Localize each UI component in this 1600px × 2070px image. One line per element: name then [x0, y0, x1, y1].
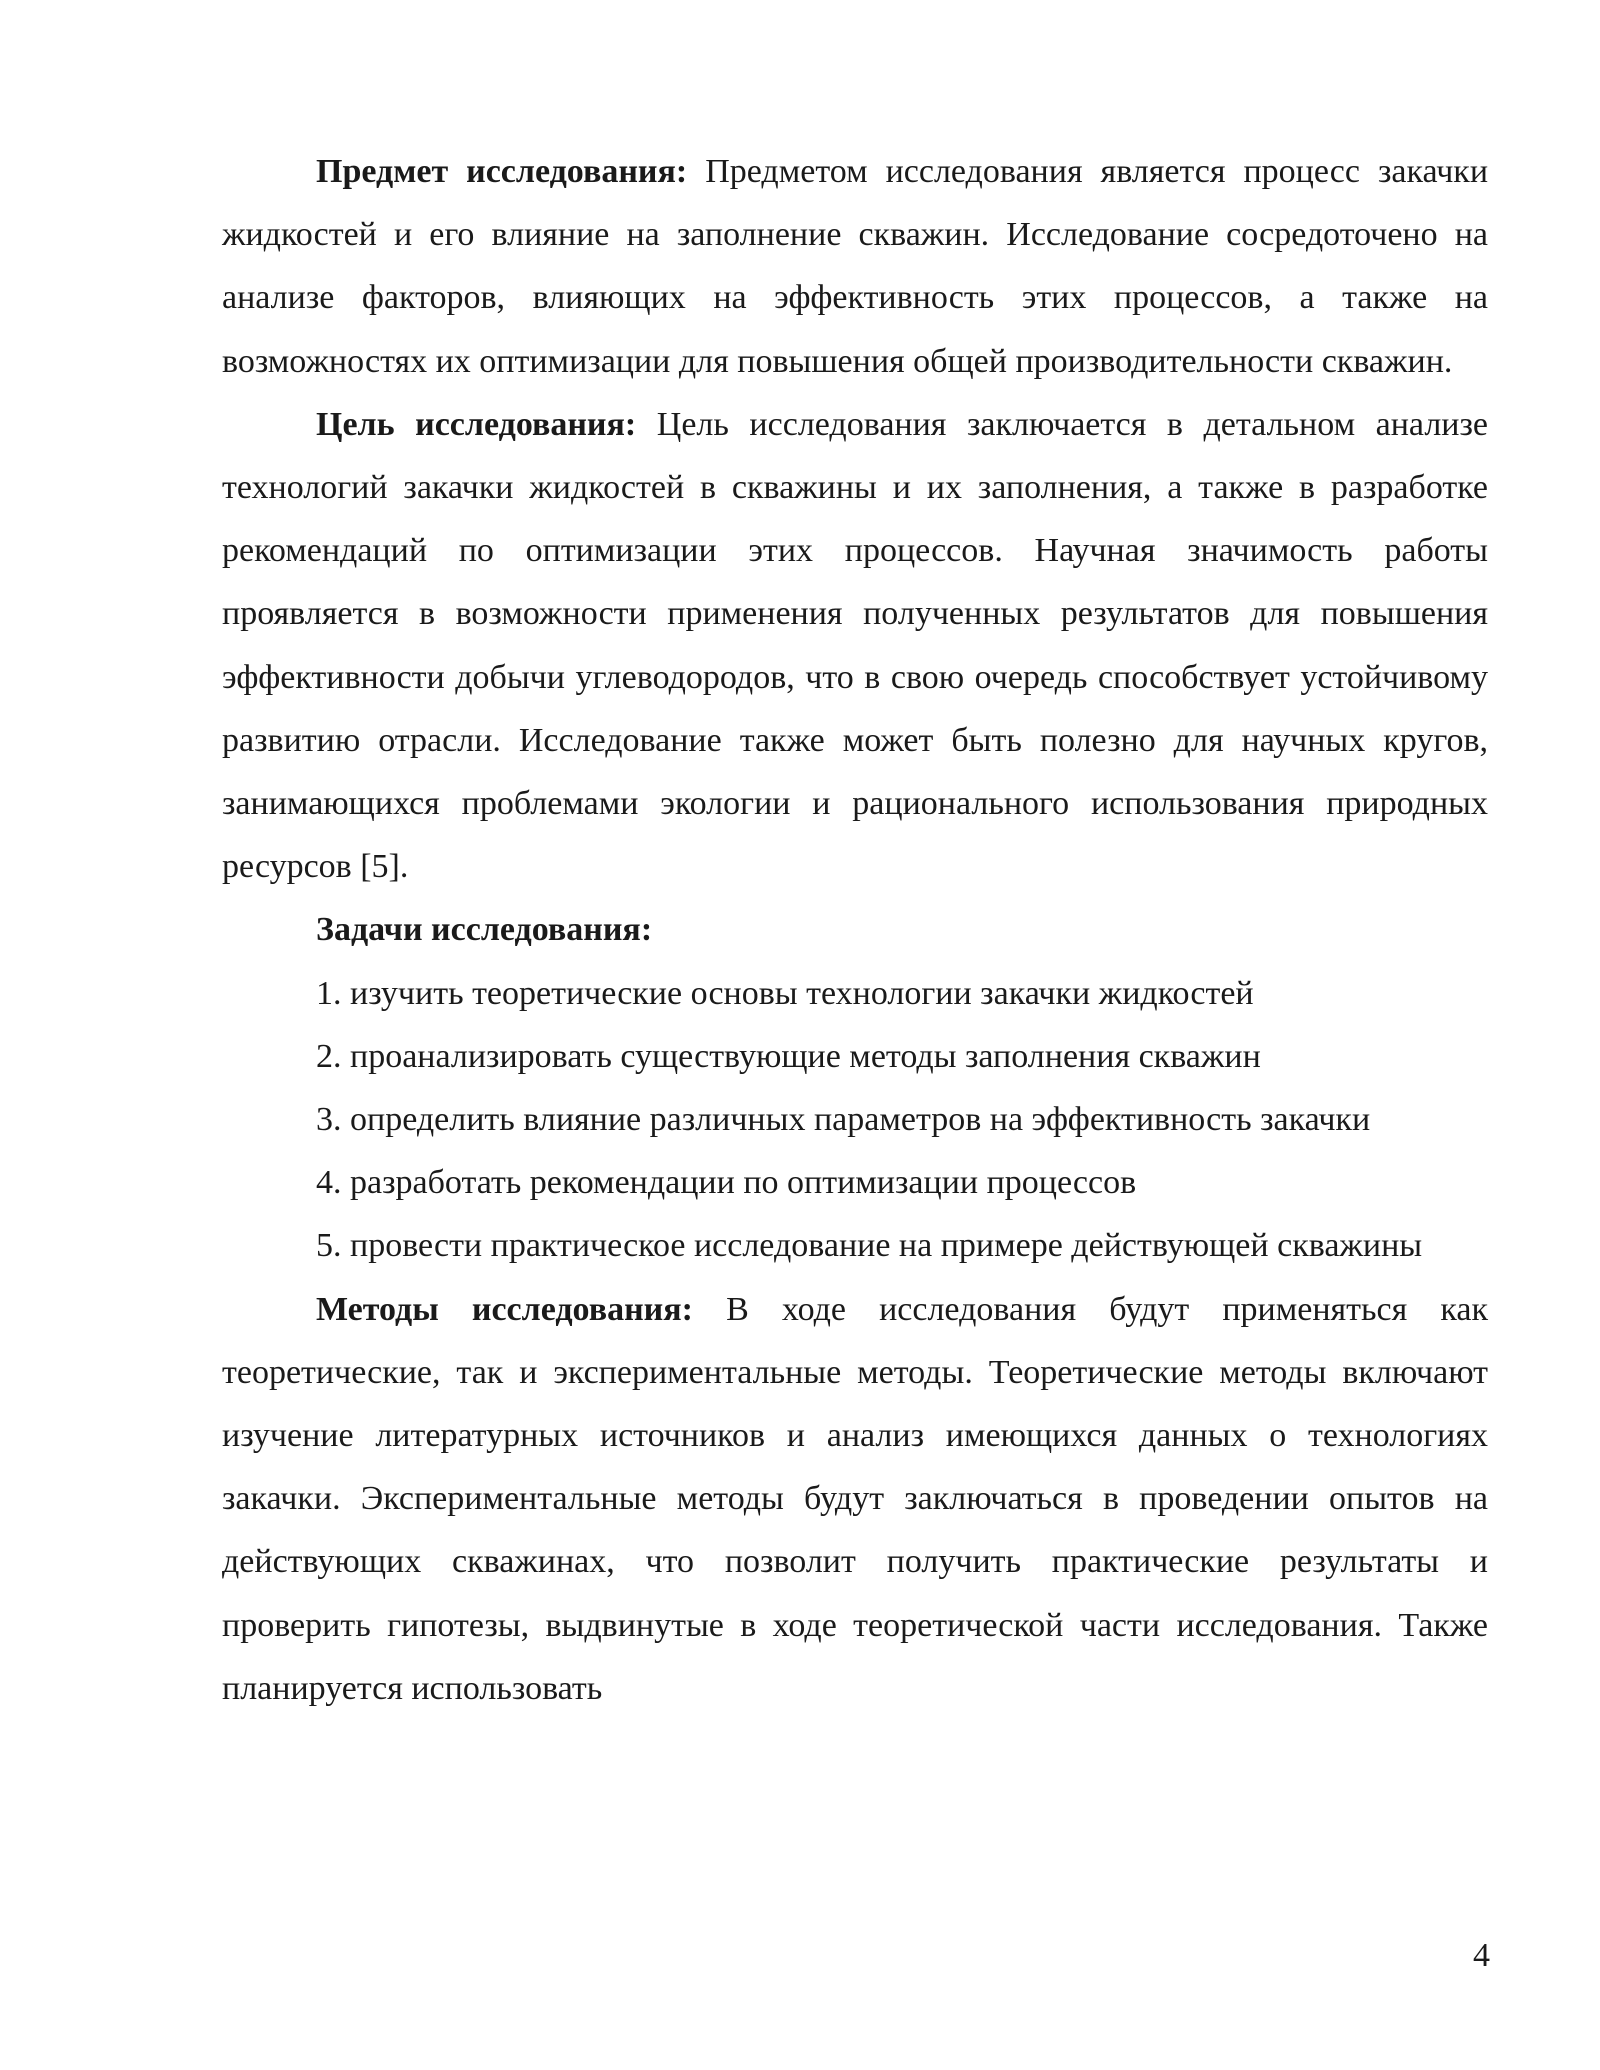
methods-body: В ходе исследования будут применяться как теоретические, так и экспериментальные методы. Теоретические методы включают изучение литературных источников и анализ имеющихся данных о технологиях закачки. Экспериментальные методы будут заключаться в проведении опытов на действующих скважинах, что позволит получить практические результаты и проверить гипотезы, выдвинутые в ходе теоретической части исследования. Также планируется использовать	[222, 1290, 1488, 1707]
methods-lead: Методы исследования:	[316, 1290, 693, 1328]
tasks-list	[222, 962, 1488, 1278]
task-item-1: 1. изучить теоретические основы технологии закачки жидкостей	[316, 974, 1254, 1012]
page-body	[222, 140, 1488, 1720]
task-item-5: 5. провести практическое исследование на примере действующей скважины	[316, 1227, 1423, 1265]
page-number: 4	[1473, 1937, 1490, 1974]
subject-lead: Предмет исследования:	[316, 153, 688, 190]
goal-paragraph	[222, 393, 1488, 899]
task-item-4: 4. разработать рекомендации по оптимизации процессов	[316, 1164, 1137, 1202]
goal-body: Цель исследования заключается в детальном анализе технологий закачки жидкостей в скважины и их заполнения, а также в разработке рекомендаций по оптимизации этих процессов. Научная значимость работы проявляется в возможности применения полученных результатов для повышения эффективности добычи углеводородов, что в свою очередь способствует устойчивому развитию отрасли. Исследование также может быть полезно для научных кругов, занимающихся проблемами экологии и рационального использования природных ресурсов [5].	[222, 405, 1488, 886]
tasks-heading: Задачи исследования:	[316, 911, 653, 949]
methods-paragraph	[222, 1278, 1488, 1720]
goal-lead: Цель исследования:	[316, 405, 637, 443]
task-item-2: 2. проанализировать существующие методы заполнения скважин	[316, 1037, 1261, 1075]
subject-paragraph	[222, 140, 1488, 393]
task-item-3: 3. определить влияние различных параметров на эффективность закачки	[316, 1101, 1371, 1139]
subject-body: Предметом исследования является процесс закачки жидкостей и его влияние на заполнение скважин. Исследование сосредоточено на анализе факторов, влияющих на эффективность этих процессов, а также на возможностях их оптимизации для повышения общей производительности скважин.	[222, 153, 1489, 380]
